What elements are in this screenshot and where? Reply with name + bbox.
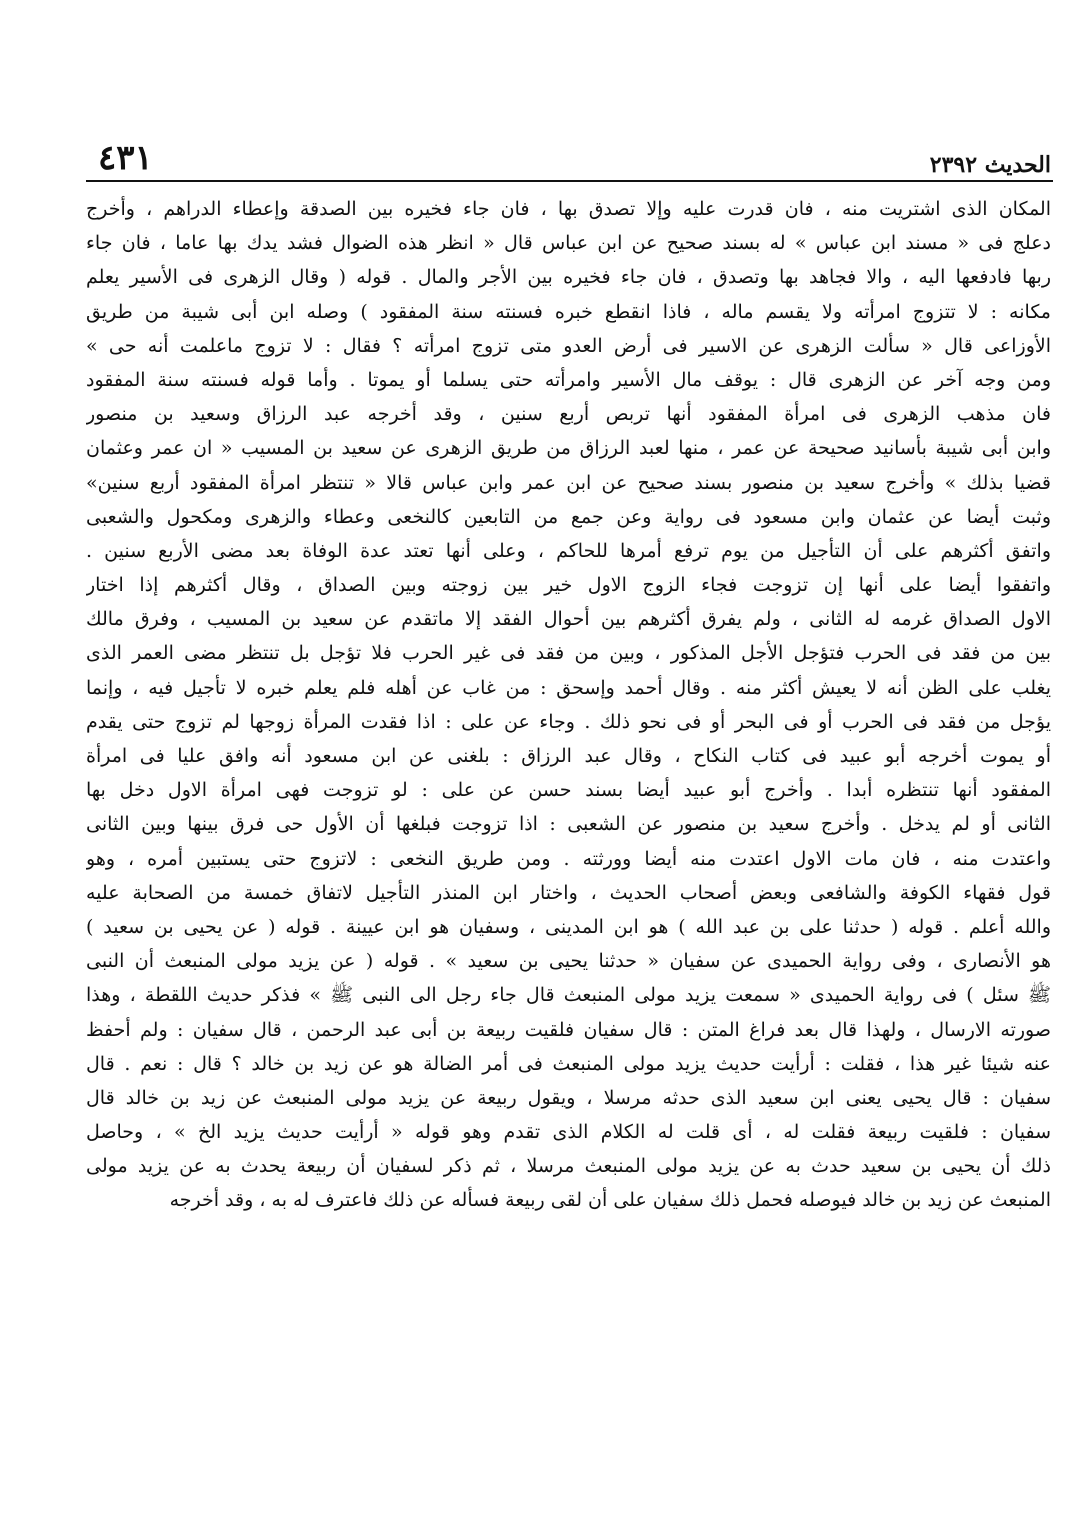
text-line: ومن وجه آخر عن الزهرى قال : يوقف مال الأسير وامرأته حتى يسلما أو يموتا . وأما قوله فسنته سنة المفقود (86, 368, 1051, 391)
text-line: وابن أبى شيبة بأسانيد صحيحة عن عمر ، منها لعبد الرزاق من طريق الزهرى عن سعيد بن المسيب « ان عمر وعثمان (86, 437, 1051, 460)
text-line: قضيا بذلك » وأخرج سعيد بن منصور بسند صحيح عن ابن عمر وابن عباس قالا « تنتظر امرأة المفقود أربع سنين» (86, 471, 1051, 494)
text-line: المكان الذى اشتريت منه ، فان قدرت عليه وإلا تصدق بها ، فان جاء فخيره بين الصدقة وإعطاء الدراهم ، وأخرج (86, 198, 1051, 220)
text-line: المنبعث عن زيد بن خالد فيوصله فحمل ذلك سفيان على أن لقى ربيعة فسأله عن ذلك فاعترف له به ، وقد أخرجه (169, 1189, 1051, 1212)
text-line: فان مذهب الزهرى فى امرأة المفقود أنها تربص أربع سنين ، وقد أخرجه عبد الرزاق وسعيد بن منصور (86, 403, 1051, 426)
text-line: سفيان : قال يحيى يعنى ابن سعيد الذى حدثه مرسلا ، ويقول ربيعة عن يزيد مولى المنبعث عن زيد بن خالد قال (86, 1086, 1051, 1109)
text-line: واعتدت منه ، فان مات الاول اعتدت منه أيضا وورثته . ومن طريق النخعى : لاتزوج حتى يستبين أمره ، وهو (86, 847, 1051, 870)
text-line: وثبت أيضا عن عثمان وابن مسعود فى رواية وعن جمع من التابعين كالنخعى وعطاء والزهرى ومكحول والشعبى (86, 505, 1051, 528)
text-line: دعلج فى « مسند ابن عباس » له بسند صحيح عن ابن عباس قال « انظر هذه الضوال فشد يدك بها عاما ، فان جاء (86, 232, 1051, 255)
text-line: ربها فادفعها اليه ، والا فجاهد بها وتصدق ، فان جاء فخيره بين الأجر والمال . قوله ( وقال الزهرى فى الأسير يعلم (86, 266, 1051, 289)
text-line: واتفق أكثرهم على أن التأجيل من يوم ترفع أمرها للحاكم ، وعلى أنها تعتد عدة الوفاة بعد مضى الأربع سنين . (86, 539, 1051, 562)
text-line: عنه شيئا غير هذا ، فقلت : أرأيت حديث يزيد مولى المنبعث فى أمر الضالة هو عن زيد بن خالد ؟ قال : نعم . قال (86, 1052, 1051, 1075)
text-line: الثانى أو لم يدخل . وأخرج سعيد بن منصور عن الشعبى : اذا تزوجت فبلغها أن الأول حى فرق بينها وبين الثانى (86, 813, 1051, 836)
text-line: الأوزاعى قال « سألت الزهرى عن الاسير فى أرض العدو متى تزوج امرأته ؟ فقال : لا تزوج ماعلمت أنه حى » (86, 334, 1051, 357)
text-line: المفقود أنها تنتظره أبدا . وأخرج أبو عبيد أيضا بسند حسن عن على : لو تزوجت فهى امرأة الاول دخل بها (86, 779, 1051, 802)
text-line: سفيان : فلقيت ربيعة فقلت له ، أى قلت له الكلام الذى تقدم وهو قوله « أرأيت حديث يزيد الخ » ، وحاصل (86, 1121, 1051, 1144)
text-line: صورته الارسال ، ولهذا قال بعد فراغ المتن : قال سفيان فلقيت ربيعة بن أبى عبد الرحمن ، قال سفيان : ولم أحفظ (86, 1018, 1051, 1041)
page-header (88, 132, 1051, 178)
page-number: ٤٣١ (98, 138, 153, 178)
text-line: يغلب على الظن أنه لا يعيش أكثر منه . وقال أحمد وإسحق : من غاب عن أهله فلم يعلم خبره لا تأجيل فيه ، وإنما (86, 676, 1051, 699)
text-line: بين من فقد فى الحرب فتؤجل الأجل المذكور ، وبين من فقد فى غير الحرب فلا تؤجل بل تنتظر مضى العمر الذى (86, 642, 1051, 665)
text-line: هو الأنصارى ، وفى رواية الحميدى عن سفيان « حدثنا يحيى بن سعيد » . قوله ( عن يزيد مولى المنبعث أن النبى (86, 950, 1051, 973)
text-line: قول فقهاء الكوفة والشافعى وبعض أصحاب الحديث ، واختار ابن المنذر التأجيل لاتفاق خمسة من الصحابة عليه (86, 881, 1051, 904)
header-rule (86, 180, 1053, 182)
text-line: والله أعلم . قوله ( حدثنا على بن عبد الله ) هو ابن المدينى ، وسفيان هو ابن عيينة . قوله ( عن يحيى بن سعيد ) (86, 915, 1051, 938)
text-line: ﷺ سئل ) فى رواية الحميدى « سمعت يزيد مولى المنبعث قال جاء رجل الى النبى ﷺ » فذكر حديث اللقطة ، وهذا (86, 984, 1051, 1007)
text-line: مكانه : لا تتزوج امرأته ولا يقسم ماله ، فاذا انقطع خبره فسنته سنة المفقود ) وصله ابن أبى شيبة من طريق (86, 300, 1051, 323)
text-line: واتفقوا أيضا على أنها إن تزوجت فجاء الزوج الاول خير بين زوجته وبين الصداق ، وقال أكثرهم إذا اختار (86, 574, 1051, 597)
text-line: أو يموت أخرجه أبو عبيد فى كتاب النكاح ، وقال عبد الرزاق : بلغنى عن ابن مسعود أنه وافق عليا فى امرأة (86, 745, 1051, 767)
text-line: ذلك أن يحيى بن سعيد حدث به عن يزيد مولى المنبعث مرسلا ، ثم ذكر لسفيان أن ربيعة يحدث به عن يزيد مولى (86, 1155, 1051, 1178)
text-line: الاول الصداق غرمه له الثانى ، ولم يفرق أكثرهم بين أحوال الفقد إلا ماتقدم عن سعيد بن المسيب ، وفرق مالك (86, 608, 1051, 631)
running-title: الحديث ٢٣٩٢ (929, 152, 1051, 178)
text-line: يؤجل من فقد فى الحرب أو فى البحر أو فى نحو ذلك . وجاء عن على : اذا فقدت المرأة زوجها لم تزوج حتى يقدم (86, 710, 1051, 733)
body-text (86, 192, 1051, 1218)
